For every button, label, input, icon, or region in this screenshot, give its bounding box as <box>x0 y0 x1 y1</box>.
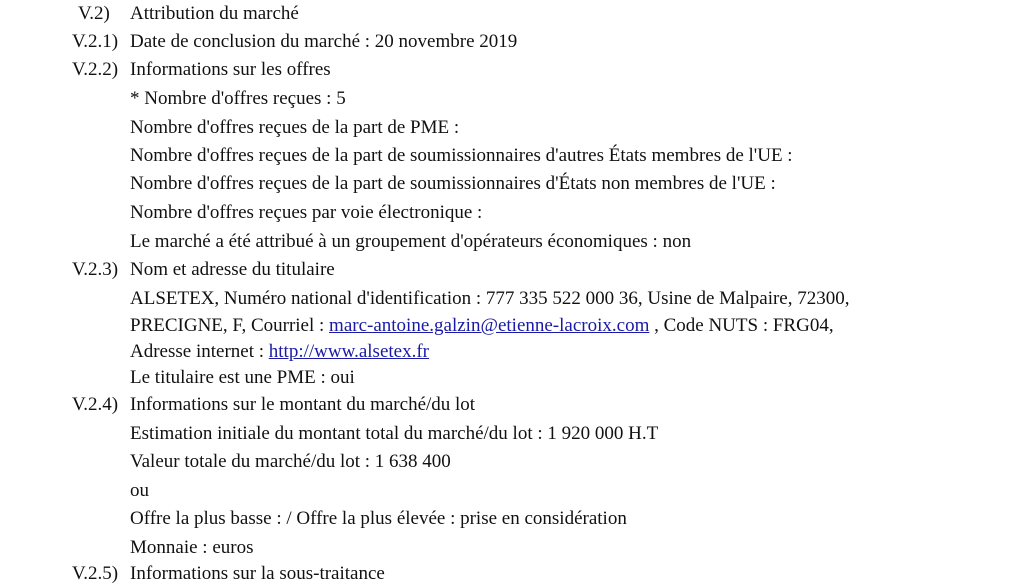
email-domain: etienne-lacroix.com <box>497 315 650 336</box>
holder-line-1: ALSETEX, Numéro national d'identification : 777 335 522 000 36, Usine de Malpaire, 72300, <box>130 288 850 309</box>
offers-eu: Nombre d'offres reçues de la part de soumissionnaires d'autres États membres de l'UE : <box>130 145 793 166</box>
section-title: Informations sur la sous-traitance <box>130 563 385 584</box>
section-number: V.2.1) <box>72 31 119 52</box>
section-title: Informations sur le montant du marché/du lot <box>130 394 476 415</box>
section-number: V.2.3) <box>72 259 119 280</box>
section-title: Attribution du marché <box>130 3 299 24</box>
email-user: marc-antoine.galzin <box>329 315 481 336</box>
offers-sme: Nombre d'offres reçues de la part de PME : <box>130 117 460 138</box>
section-number: V.2.5) <box>72 563 119 584</box>
website-label: Adresse internet : <box>130 341 269 362</box>
email-at: @ <box>480 315 498 336</box>
email-link[interactable] <box>329 315 649 336</box>
holder-line-2 <box>130 315 834 337</box>
offers-group: Le marché a été attribué à un groupement d'opérateurs économiques : non <box>130 231 692 252</box>
holder-line-3 <box>130 341 429 363</box>
amount-currency: Monnaie : euros <box>130 537 254 558</box>
section-number: V.2.4) <box>72 394 119 415</box>
amount-or: ou <box>130 480 149 501</box>
amount-estimate: Estimation initiale du montant total du marché/du lot : 1 920 000 H.T <box>130 423 659 444</box>
amount-total: Valeur totale du marché/du lot : 1 638 400 <box>130 451 451 472</box>
offers-count: * Nombre d'offres reçues : 5 <box>130 88 346 109</box>
offers-electronic: Nombre d'offres reçues par voie électronique : <box>130 202 483 223</box>
section-number: V.2.2) <box>72 59 119 80</box>
section-title: Informations sur les offres <box>130 59 331 80</box>
section-title: Date de conclusion du marché : 20 novembre 2019 <box>130 31 518 52</box>
holder-line-2-prefix: PRECIGNE, F, Courriel : <box>130 315 330 336</box>
section-number: V.2) <box>78 3 110 24</box>
holder-sme: Le titulaire est une PME : oui <box>130 367 355 388</box>
section-title: Nom et adresse du titulaire <box>130 259 335 280</box>
website-link[interactable]: http://www.alsetex.fr <box>268 341 429 362</box>
amount-offers: Offre la plus basse : / Offre la plus élevée : prise en considération <box>130 508 627 529</box>
holder-line-2-suffix: , Code NUTS : FRG04, <box>649 315 834 336</box>
offers-non-eu: Nombre d'offres reçues de la part de soumissionnaires d'États non membres de l'UE : <box>130 173 776 194</box>
